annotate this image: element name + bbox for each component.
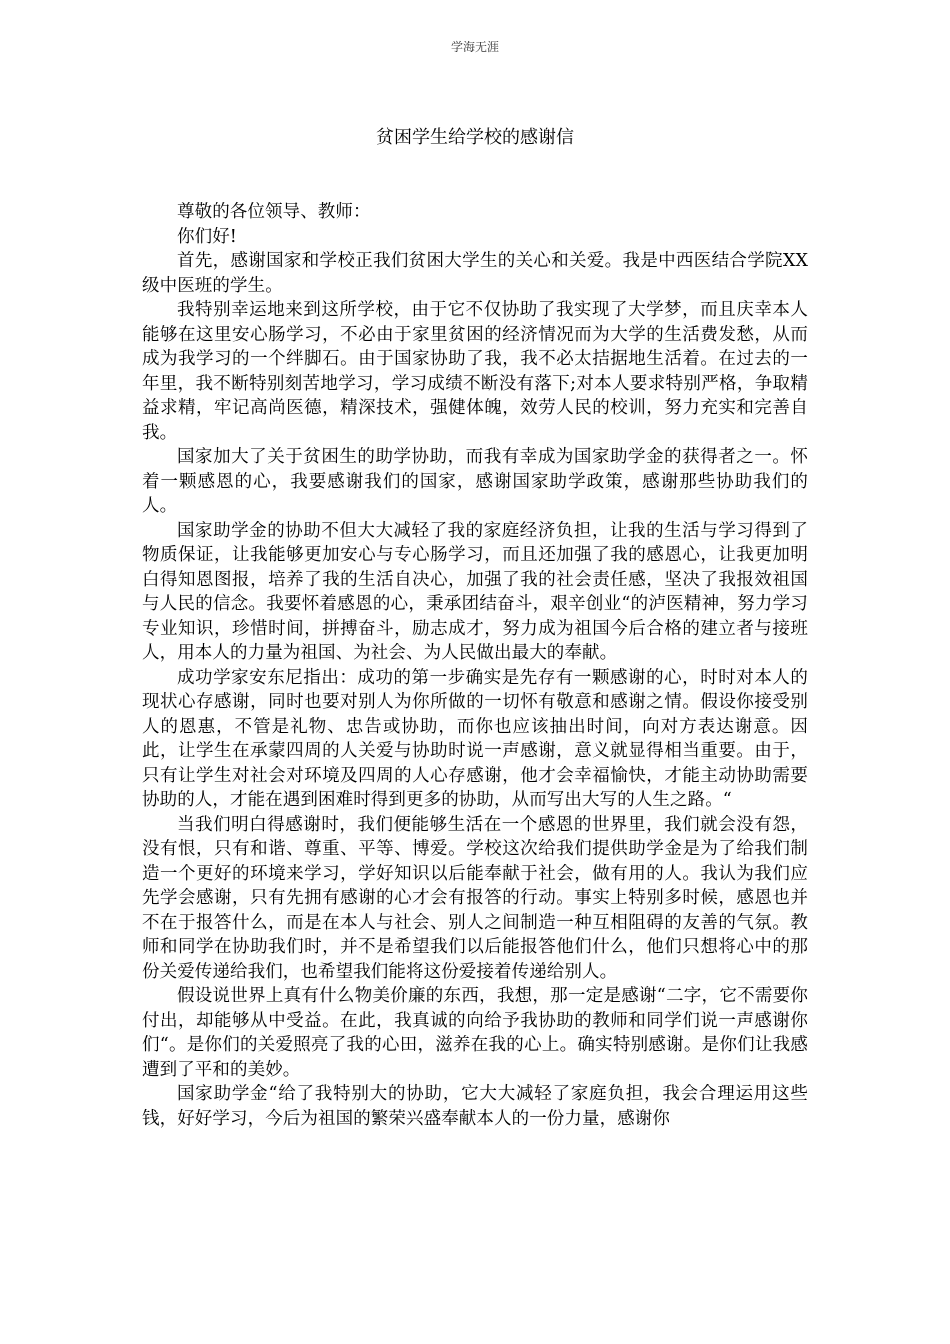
- page-title: 贫困学生给学校的感谢信: [376, 127, 574, 148]
- paragraph: 当我们明白得感谢时，我们便能够生活在一个感恩的世界里，我们就会没有怨，没有恨，只有和谐、尊重、平等、博爱。学校这次给我们提供助学金是为了给我们制造一个更好的环境来学习，学好知识以后能奉献于社会，做有用的人。我认为我们应先学会感谢，只有先拥有感谢的心才会有报答的行动。事实上特别多时候，感恩也并不在于报答什么，而是在本人与社会、别人之间制造一种互相阻碍的友善的气氛。教师和同学在协助我们时，并不是希望我们以后能报答他们什么，他们只想将心中的那份关爱传递给我们，也希望我们能将这份爱接着传递给别人。: [142, 814, 808, 982]
- paragraph: 我特别幸运地来到这所学校，由于它不仅协助了我实现了大学梦，而且庆幸本人能够在这里安心肠学习，不必由于家里贫困的经济情况而为大学的生活费发愁，从而成为我学习的一个绊脚石。由于国家协助了我，我不必太拮据地生活着。在过去的一年里，我不断特别刻苦地学习，学习成绩不断没有落下;对本人要求特别严格，争取精益求精，牢记高尚医德，精深技术，强健体魄，效劳人民的校训，努力充实和完善自我。: [142, 300, 808, 443]
- greeting: 你们好!: [177, 226, 237, 247]
- header-text: 学海无涯: [450, 40, 499, 54]
- page-header: [0, 40, 950, 54]
- paragraph: 国家加大了关于贫困生的助学协助，而我有幸成为国家助学金的获得者之一。怀着一颗感恩的心，我要感谢我们的国家，感谢国家助学政策，感谢那些协助我们的人。: [142, 447, 808, 516]
- paragraph: 成功学家安东尼指出：成功的第一步确实是先存有一颗感谢的心，时时对本人的现状心存感谢，同时也要对别人为你所做的一切怀有敬意和感谢之情。假设你接受别人的恩惠，不管是礼物、忠告或协助，而你也应该抽出时间，向对方表达谢意。因此，让学生在承蒙四周的人关爱与协助时说一声感谢，意义就显得相当重要。由于，只有让学生对社会对环境及四周的人心存感谢，他才会幸福愉快，才能主动协助需要协助的人，才能在遇到困难时得到更多的协助，从而写出大写的人生之路。“: [142, 667, 808, 810]
- paragraph: 首先，感谢国家和学校正我们贫困大学生的关心和关爱。我是中西医结合学院XX级中医班的学生。: [142, 251, 808, 296]
- letter-body: [142, 200, 808, 1131]
- salutation: 尊敬的各位领导、教师：: [177, 202, 371, 222]
- paragraph: 国家助学金的协助不但大大减轻了我的家庭经济负担，让我的生活与学习得到了物质保证，让我能够更加安心与专心肠学习，而且还加强了我的感恩心，让我更加明白得知恩图报，培养了我的生活自决心，加强了我的社会责任感，坚决了我报效祖国与人民的信念。我要怀着感恩的心，秉承团结奋斗，艰辛创业“的泸医精神，努力学习专业知识，珍惜时间，拼搏奋斗，励志成才，努力成为祖国今后合格的建立者与接班人，用本人的力量为祖国、为社会、为人民做出最大的奉献。: [142, 520, 808, 663]
- paragraph: 国家助学金“给了我特别大的协助，它大大减轻了家庭负担，我会合理运用这些钱，好好学习，今后为祖国的繁荣兴盛奉献本人的一份力量，感谢你: [142, 1084, 808, 1129]
- paragraph: 假设说世界上真有什么物美价廉的东西，我想，那一定是感谢“二字，它不需要你付出，却能够从中受益。在此，我真诚的向给予我协助的教师和同学们说一声感谢你们“。是你们的关爱照亮了我的心田，滋养在我的心上。确实特别感谢。是你们让我感遭到了平和的美妙。: [142, 986, 808, 1080]
